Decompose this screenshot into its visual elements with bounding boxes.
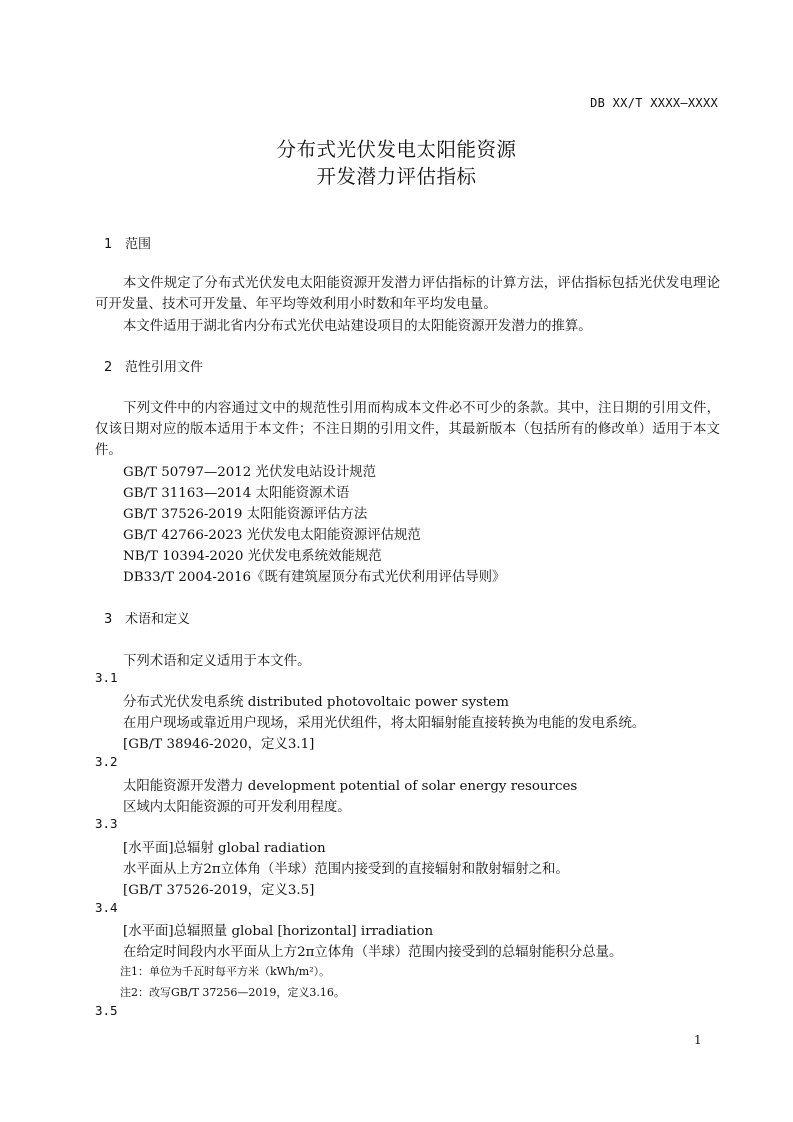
term-title: [水平面]总辐照量 global [horizontal] irradiation [123,924,434,939]
clause-number: 3.2 [95,754,118,769]
section-3-intro: 下列术语和定义适用于本文件。 [123,654,311,669]
term-definition: 在用户现场或靠近用户现场，采用光伏组件，将太阳辐射能直接转换为电能的发电系统。 [123,716,646,731]
section-title: 范性引用文件 [125,360,204,375]
section-1-paragraph-1: 本文件规定了分布式光伏发电太阳能资源开发潜力评估指标的计算方法，评估指标包括光伏发电理论可开发量、技术可开发量、年平均等效利用小时数和年平均发电量。 [95,276,720,312]
clause-number: 3.4 [95,900,118,915]
section-2-paragraph-1: 下列文件中的内容通过文中的规范性引用而构成本文件必不可少的条款。其中，注日期的引用文件，仅该日期对应的版本适用于本文件；不注日期的引用文件，其最新版本（包括所有的修改单）适用于本文件。 [95,401,720,458]
section-number: 2 [104,360,113,375]
section-2-heading [104,356,203,375]
term-source: [GB/T 38946-2020，定义3.1] [123,737,315,752]
term-definition: 水平面从上方2π立体角（半球）范围内接受到的直接辐射和散射辐射之和。 [123,862,569,877]
section-title: 术语和定义 [125,612,191,627]
reference-item: DB33/T 2004-2016《既有建筑屋顶分布式光伏利用评估导则》 [123,570,506,585]
term-title: 分布式光伏发电系统 distributed photovoltaic power system [123,695,509,710]
section-number: 1 [104,237,113,252]
term-definition: 在给定时间段内水平面从上方2π立体角（半球）范围内接受到的总辐射能积分总量。 [123,945,623,960]
document-title-line1: 分布式光伏发电太阳能资源 [276,138,517,161]
reference-item: GB/T 31163—2014 太阳能资源术语 [123,486,350,501]
clause-number: 3.1 [95,670,118,685]
term-source: [GB/T 37526-2019，定义3.5] [123,883,315,898]
term-definition: 区域内太阳能资源的可开发利用程度。 [123,800,351,815]
reference-item: GB/T 42766-2023 光伏发电太阳能资源评估规范 [123,528,421,543]
section-3-heading [104,608,190,627]
page-number: 1 [694,1033,702,1047]
term-title: 太阳能资源开发潜力 development potential of solar energy resources [123,779,578,794]
section-1-paragraph-2: 本文件适用于湖北省内分布式光伏电站建设项目的太阳能资源开发潜力的推算。 [123,319,592,334]
reference-item: NB/T 10394-2020 光伏发电系统效能规范 [123,549,382,564]
section-number: 3 [104,612,113,627]
clause-number: 3.5 [95,1003,118,1018]
section-1-heading [104,233,151,252]
reference-item: GB/T 37526-2019 太阳能资源评估方法 [123,507,368,522]
reference-item: GB/T 50797—2012 光伏发电站设计规范 [123,465,377,480]
section-title: 范围 [125,237,152,252]
standard-number: DB XX/T XXXX—XXXX [590,96,718,110]
term-title: [水平面]总辐射 global radiation [123,841,326,856]
note-1: 注1：单位为千瓦时每平方米（kWh/m²）。 [120,965,331,978]
document-title-line2: 开发潜力评估指标 [316,165,477,188]
note-2: 注2：改写GB/T 37256—2019，定义3.16。 [120,986,345,999]
clause-number: 3.3 [95,816,118,831]
